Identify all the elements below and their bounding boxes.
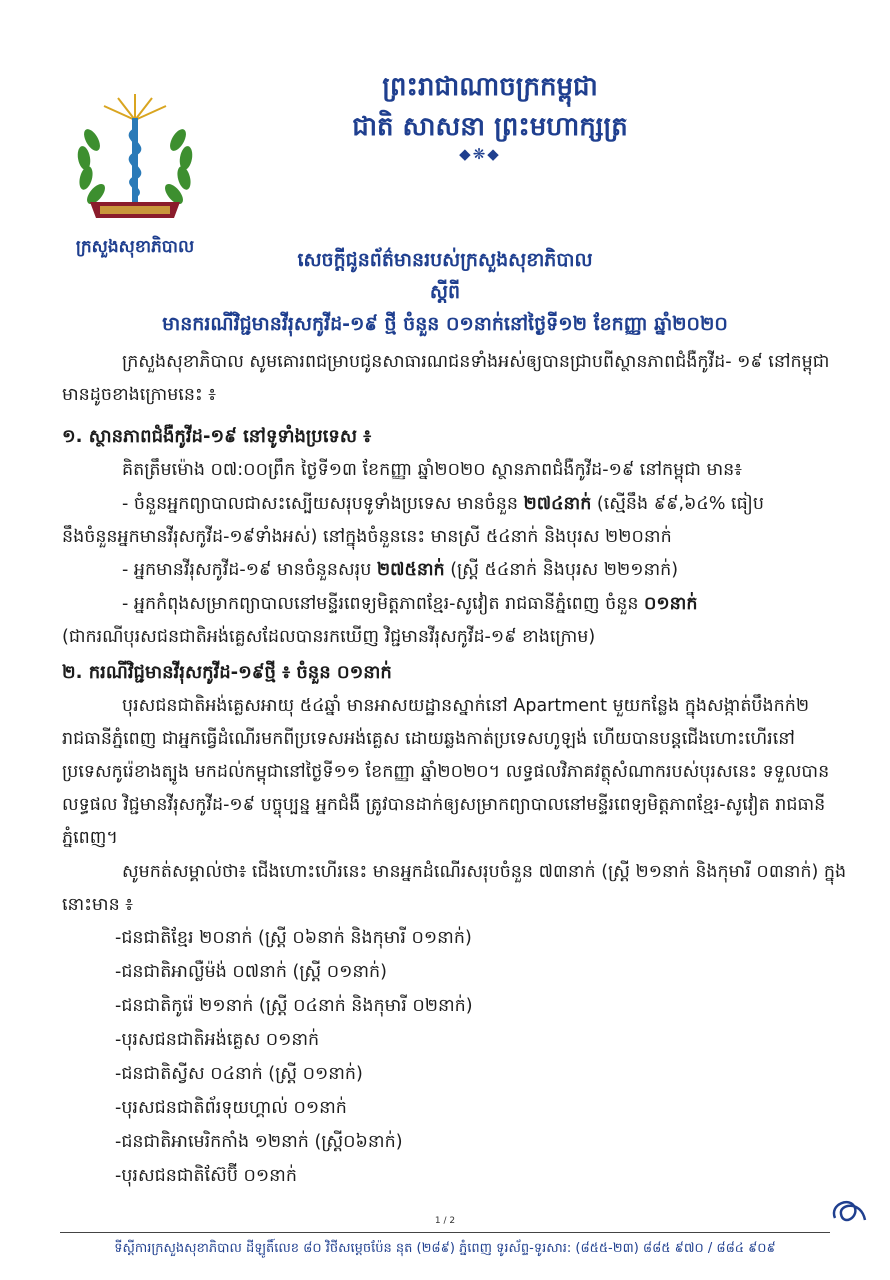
- national-motto: ជាតិ សាសនា ព្រះមហាក្សត្រ: [352, 112, 628, 142]
- total-cases-breakdown: (ស្ត្រី ៥៤នាក់ និងបុរស ២២១នាក់): [444, 560, 679, 580]
- passenger-list-item: -បុរសជនជាតិស៊ែប៊ី ០១នាក់: [115, 1166, 297, 1186]
- status-as-of: គិតត្រឹមម៉ោង ០៧:០០ព្រឹក ថ្ងៃទី១៣ ខែកញ្ញា ឆ្នាំ២០២០ ស្ថានភាពជំងឺកូវីដ-១៩ នៅកម្ពុជា មាន៖: [122, 460, 742, 480]
- passenger-list-item: -ជនជាតិកូរ៉េ ២១នាក់ (ស្ត្រី ០៤នាក់ និងកុមារី ០២នាក់): [115, 996, 473, 1016]
- page-number: 1 / 2: [434, 1216, 456, 1226]
- hospitalized-bullet-cont: (ជាករណីបុរសជនជាតិអង់គ្លេសដែលបានរកឃើញ វិជ្ជមានវីរុសកូវីដ-១៩ ខាងក្រោម): [62, 627, 596, 647]
- release-subject: មានករណីវិជ្ជមានវីរុសកូវីដ-១៩ ថ្មី ចំនួន ០១នាក់នៅថ្ងៃទី១២ ខែកញ្ញា ឆ្នាំ២០២០: [162, 313, 728, 335]
- hospitalized-text: - អ្នកកំពុងសម្រាកព្យាបាលនៅមន្ទីរពេទ្យមិត្តភាពខ្មែរ-សូវៀត រាជធានីភ្នំពេញ ចំនួន: [122, 594, 645, 614]
- hospitalized-bullet: [122, 588, 852, 621]
- case-paragraph: បុរសជនជាតិអង់គ្លេសអាយុ ៥៤ឆ្នាំ មានអាសយដ្ឋានស្នាក់នៅ Apartment មួយកន្លែង ក្នុងសង្កាត់បឹងកក់២ រាជធានីភ្នំពេញ ជាអ្នកធ្វើដំណើរមកពីប្រទេសអង់គ្លេស ដោយឆ្លងកាត់ប្រទេសហូឡង់ ហើយបានបន្តជើងហោះហើរនៅប្រទេសកូរ៉េខាងត្បូង មកដល់កម្ពុជានៅថ្ងៃទី១១ ខែកញ្ញា ឆ្នាំ២០២០។ លទ្ធផលវិភាគវត្ថុសំណាករបស់បុរសនេះ ទទួលបានលទ្ធផល វិជ្ជមានវីរុសកូវីដ-១៩ បច្ចុប្បន្ន អ្នកជំងឺ ត្រូវបានដាក់ឲ្យសម្រាកព្យាបាលនៅមន្ទីរពេទ្យមិត្តភាពខ្មែរ-សូវៀត រាជធានីភ្នំពេញ។: [62, 696, 830, 848]
- recovered-text: - ចំនួនអ្នកព្យាបាលជាសះស្បើយសរុបទូទាំងប្រទេស មានចំនួន: [122, 494, 524, 514]
- ministry-label: ក្រសួងសុខាភិបាល: [75, 237, 195, 257]
- passenger-list-item: -ជនជាតិអាល្លឺម៉ង់ ០៧នាក់ (ស្ត្រី ០១នាក់): [115, 962, 387, 982]
- release-title: សេចក្តីជូនព័ត៌មានរបស់ក្រសួងសុខាភិបាល: [297, 249, 593, 271]
- kingdom-heading: ព្រះរាជាណាចក្រកម្ពុជា: [382, 72, 598, 102]
- total-cases-text: - អ្នកមានវីរុសកូវីដ-១៩ មានចំនួនសរុប: [122, 560, 377, 580]
- footer-divider: [60, 1232, 830, 1233]
- recovered-bullet-cont: នឹងចំនួនអ្នកមានវីរុសកូវីដ-១៩ទាំងអស់) នៅក្នុងចំនួននេះ មានស្រី ៥៤នាក់ និងបុរស ២២០នាក់: [62, 527, 672, 547]
- passenger-list-item: -ជនជាតិស្វីស ០៤នាក់ (ស្ត្រី ០១នាក់): [115, 1064, 363, 1084]
- ornament-divider: ◆❋◆: [459, 145, 501, 163]
- footer-address: ទីស្តីការក្រសួងសុខាភិបាល ដីឡូតិ៍លេខ ៨០ វិថីសម្តេចប៉ែន នុត (២៨៩) ភ្នំពេញ ទូរស័ព្ទ-ទូរសារ: (៨៥៥-២៣) ៨៨៥ ៩៧០ / ៨៨៤ ៩០៩: [114, 1241, 776, 1256]
- intro-paragraph: ក្រសួងសុខាភិបាល សូមគោរពជម្រាបជូនសាធារណជនទាំងអស់ឲ្យបានជ្រាបពីស្ថានភាពជំងឺកូវីដ- ១៩ នៅកម្ពុជា មានដូចខាងក្រោមនេះ ៖: [62, 352, 830, 405]
- handwritten-initial-mark: [825, 1190, 870, 1230]
- passenger-list-item: -បុរសជនជាតិអង់គ្លេស ០១នាក់: [115, 1030, 320, 1050]
- passenger-list-item: -ជនជាតិអាមេរិកកាំង ១២នាក់ (ស្ត្រី០៦នាក់): [115, 1132, 403, 1152]
- passenger-list-item: -បុរសជនជាតិព័រទុយហ្គាល់ ០១នាក់: [115, 1098, 347, 1118]
- recovered-count: ២៧៤នាក់: [523, 494, 592, 514]
- passenger-list-item: -ជនជាតិខ្មែរ ២០នាក់ (ស្ត្រី ០៦នាក់ និងកុមារី ០១នាក់): [115, 928, 472, 948]
- section-2-heading: ២. ករណីវិជ្ជមានវីរុសកូវីដ-១៩ថ្មី ៖ ចំនួន ០១នាក់: [62, 662, 392, 683]
- ministry-emblem-logo: [70, 90, 200, 230]
- hospitalized-count: ០១នាក់: [644, 594, 698, 614]
- recovered-percent: (ស្មើនឹង ៩៩,៦៤% ធៀប: [591, 494, 764, 514]
- section-1-heading: ១. ស្ថានភាពជំងឺកូវីដ-១៩ នៅទូទាំងប្រទេស ៖: [62, 426, 372, 447]
- recovered-bullet: [122, 488, 852, 521]
- note-paragraph: សូមកត់សម្គាល់ថា៖ ជើងហោះហើរនេះ មានអ្នកដំណើរសរុបចំនួន ៧៣នាក់ (ស្ត្រី ២១នាក់ និងកុមារី ០៣នាក់) ក្នុងនោះមាន ៖: [62, 862, 847, 915]
- release-subject-label: ស្តីពី: [429, 281, 461, 303]
- total-cases-bullet: [122, 554, 852, 587]
- total-cases-count: ២៧៥នាក់: [376, 560, 445, 580]
